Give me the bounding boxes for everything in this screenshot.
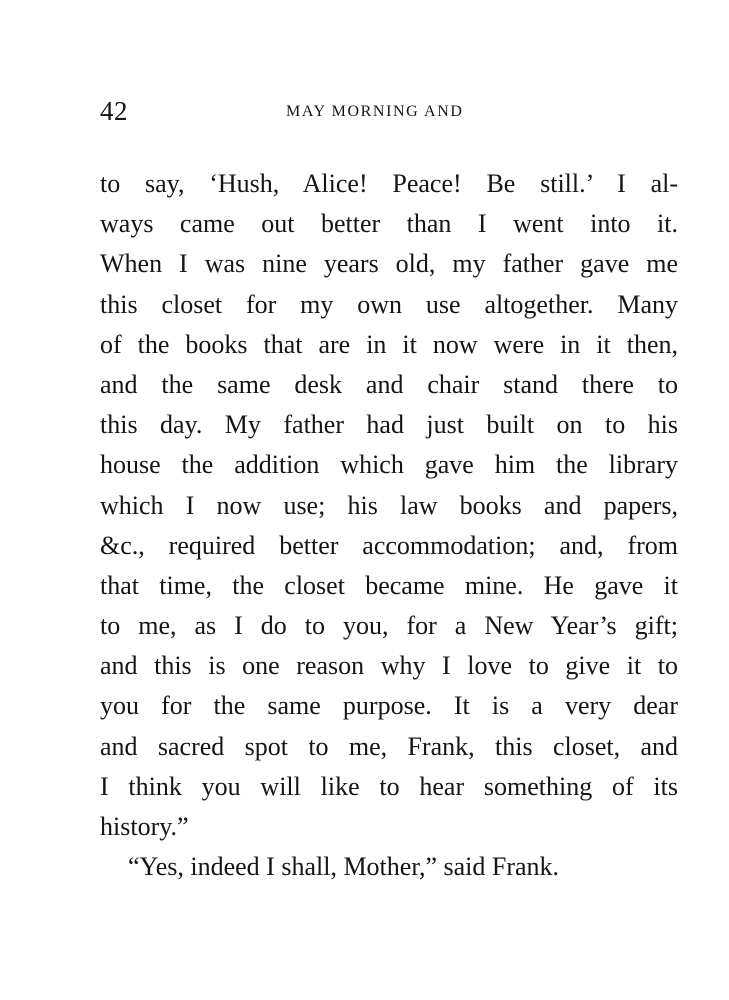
text-line: this closet for my own use altogether. Many [100, 289, 678, 319]
running-title: MAY MORNING AND [286, 103, 464, 120]
body-text [100, 164, 678, 887]
text-line: and the same desk and chair stand there to [100, 369, 678, 399]
text-line: of the books that are in it now were in it then, [100, 329, 678, 359]
text-line: which I now use; his law books and papers, [100, 490, 678, 520]
paragraph-end-line: history.” [100, 812, 189, 841]
dialogue-line: “Yes, indeed I shall, Mother,” said Frank. [128, 852, 560, 882]
text-line: you for the same purpose. It is a very dear [100, 691, 678, 721]
text-line: to me, as I do to you, for a New Year’s gift; [100, 611, 678, 641]
text-line: and this is one reason why I love to give it to [100, 651, 678, 681]
text-line: and sacred spot to me, Frank, this closet, and [100, 731, 678, 761]
text-line: &c., required better accommodation; and, from [100, 530, 678, 560]
text-line: ways came out better than I went into it. [100, 209, 678, 239]
page-number: 42 [100, 96, 128, 126]
text-line: I think you will like to hear something of its [100, 771, 678, 801]
text-line: that time, the closet became mine. He gave it [100, 570, 678, 600]
running-header [100, 96, 678, 126]
text-line: When I was nine years old, my father gave me [100, 249, 678, 279]
text-line: house the addition which gave him the library [100, 450, 678, 480]
text-line: this day. My father had just built on to his [100, 410, 678, 440]
text-line: to say, ‘Hush, Alice! Peace! Be still.’ I al- [100, 169, 678, 198]
